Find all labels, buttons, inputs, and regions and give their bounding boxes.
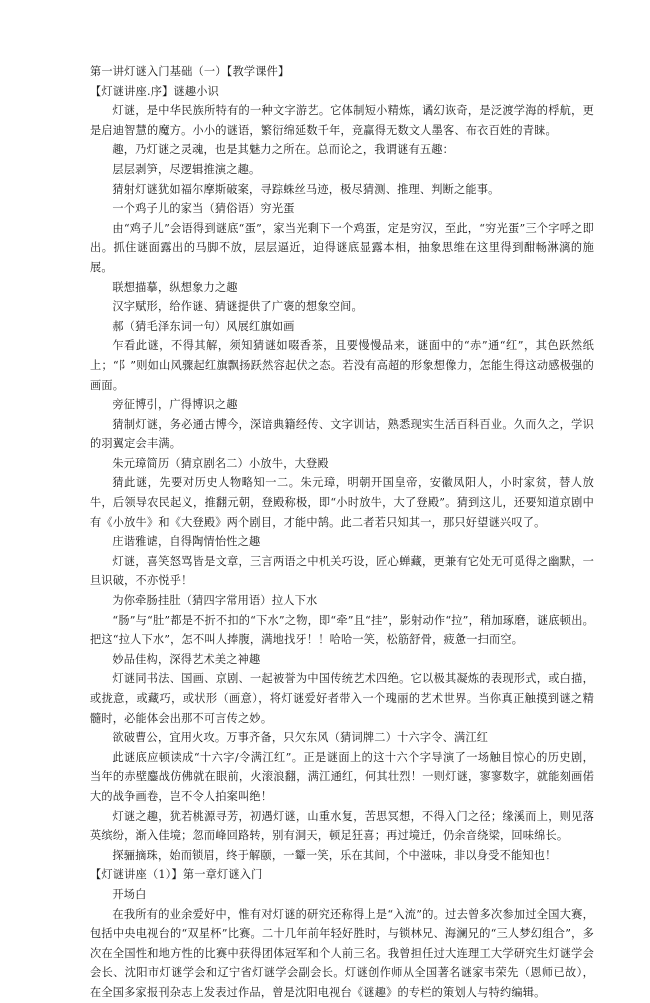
section-preface xyxy=(90,82,594,866)
paragraph: “肠”与“肚”都是不折不扣的“下水”之物，即“牵”且“挂”，影射动作“拉”，稍加琢磨，谜底顿出。把这“拉人下水”，怎不叫人捧腹，满地找牙！！哈哈一笑，松筋舒骨，疲惫一扫而空。 xyxy=(90,613,594,647)
lecture-title: 第一讲灯谜入门基础（一）【教学课件】 xyxy=(90,65,290,78)
paragraph: 妙品佳构，深得艺术美之神趣 xyxy=(112,652,261,666)
paragraph: 灯谜，是中华民族所特有的一种文字游艺。它体制短小精炼，谲幻诙奇，是泛渡学海的桴航，更是启迪智慧的魔方。小小的谜语，繁衍绵延数千年，竞赢得无数文人墨客、布衣百姓的青睐。 xyxy=(90,104,594,137)
riddle-line: 欲破曹公，宜用火攻。万事齐备，只欠东风（猜词牌二）十六字令、满江红 xyxy=(112,731,489,745)
paragraph: 猜射灯谜犹如福尔摩斯破案，寻踪蛛丝马迹，极尽猜测、推理、判断之能事。 xyxy=(112,182,500,196)
section-heading: 【灯谜讲座.序】谜趣小识 xyxy=(90,84,220,98)
riddle-line: 郝（猜毛泽东词一句）风展红旗如画 xyxy=(112,319,295,333)
paragraph: 趣，乃灯谜之灵魂，也是其魅力之所在。总而论之，我谓谜有五趣： xyxy=(112,143,455,157)
paragraph: 在我所有的业余爱好中，惟有对灯谜的研究还称得上是“入流”的。过去曾多次参加过全国大赛，包括中央电视台的“双星杯”比赛。二十几年前年轻好胜时，与锁林兄、海澜兄的“三人梦幻组合”，多次在全国性和地方性的比赛中获得团体冠军和个人前三名。我曾担任过大连理工大学研究生灯谜学会会长、沈阳市灯谜学会和辽宁省灯谜学会副会长。灯谜创作师从全国著名谜家韦荣先（恩师已故），在全国多家报刊杂志上发表过作品，曾是沈阳电视台《谜趣》的专栏的策划人与特约编辑。 xyxy=(90,907,594,999)
paragraph: 旁征博引，广得博识之趣 xyxy=(112,398,238,412)
paragraph: 汉字赋形，给作谜、猜谜提供了广褒的想象空间。 xyxy=(112,300,363,314)
paragraph: 此谜底应顿读成“十六字/令满江红”。正是谜面上的这十六个字导演了一场触目惊心的历史剧，当年的赤壁鏖战仿佛就在眼前，火滚浪翻，满江通红，何其壮烈！一则灯谜，寥寥数字，就能刻画偌大的战争画卷，岂不令人拍案叫绝！ xyxy=(90,750,594,803)
riddle-line: 朱元璋简历（猜京剧名二）小放牛，大登殿 xyxy=(112,456,329,470)
paragraph: 乍看此谜，不得其解，须知猜谜如啜香茶，且要慢慢品来，谜面中的“赤”通“红”，其色跃然纸上；“阝”则如山风骤起红旗飘扬跃然容起伏之态。若没有高超的形象想像力，怎能生得这动感极强的画面。 xyxy=(90,339,594,392)
section-chapter-one xyxy=(90,865,594,1002)
paragraph: 层层剥笋，尽逻辑推演之趣。 xyxy=(112,162,261,176)
paragraph: 猜此谜，先要对历史人物略知一二。朱元璋，明朝开国皇帝，安徽凤阳人，小时家贫，替人放牛，后领导农民起义，推翻元朝，登殿称极，即“小时放牛，大了登殿”。猜到这儿，还要知道京剧中有《小放牛》和《大登殿》两个剧目，才能中鹄。此二者若只知其一，那只好望谜兴叹了。 xyxy=(90,476,594,529)
paragraph: 联想描摹，纵想象力之趣 xyxy=(112,280,238,294)
riddle-line: 一个鸡子儿的家当（猜俗语）穷光蛋 xyxy=(112,202,295,216)
paragraph: 庄谐雅谑，自得陶情怡性之趣 xyxy=(112,535,261,549)
paragraph: 由“鸡子儿”会语得到谜底“蛋”，家当光剩下一个鸡蛋，定是穷汉，至此，“穷光蛋”三个字呼之即出。抓住谜面露出的马脚不放，层层逼近，迫得谜底显露本相，抽象思维在这里得到酣畅淋漓的施展。 xyxy=(90,221,594,274)
paragraph: 猜制灯谜，务必通古博今，深谙典籍经传、文字训诂，熟悉现实生活百科百业。久而久之，学识的羽翼定会丰满。 xyxy=(90,417,594,451)
paragraph: 探骊摘珠，始而锁眉，终于解颐，一颦一笑，乐在其间，个中滋味，非以身受不能知也！ xyxy=(112,848,557,862)
riddle-line: 为你牵肠挂肚（猜四字常用语）拉人下水 xyxy=(112,594,318,608)
paragraph: 灯谜同书法、国画、京剧、一起被誉为中国传统艺术四绝。它以极其凝炼的表现形式，或白描，或拢意，或藏巧，或状形（画意），将灯谜爱好者带入一个瑰丽的艺术世界。当你真正触摸到谜之精髓时，必能体会出那不可言传之妙。 xyxy=(90,672,594,725)
paragraph: 开场白 xyxy=(112,887,147,901)
paragraph: 灯谜，喜笑怒骂皆是文章，三言两语之中机关巧设，匠心蝉藏，更兼有它处无可觅得之幽默，一旦识破，不亦悦乎！ xyxy=(90,554,594,588)
section-heading: 【灯谜讲座（1）】第一章灯谜入门 xyxy=(90,868,263,882)
paragraph: 灯谜之趣，犹若桃源寻芳，初遇灯谜，山重水复，苦思冥想，不得入门之径；缘溪而上，则见落英缤纷，渐入佳境；忽而峰回路转，别有洞天，顿足狂喜；再过境迁，仍余音绕梁，回味绵长。 xyxy=(90,809,594,843)
